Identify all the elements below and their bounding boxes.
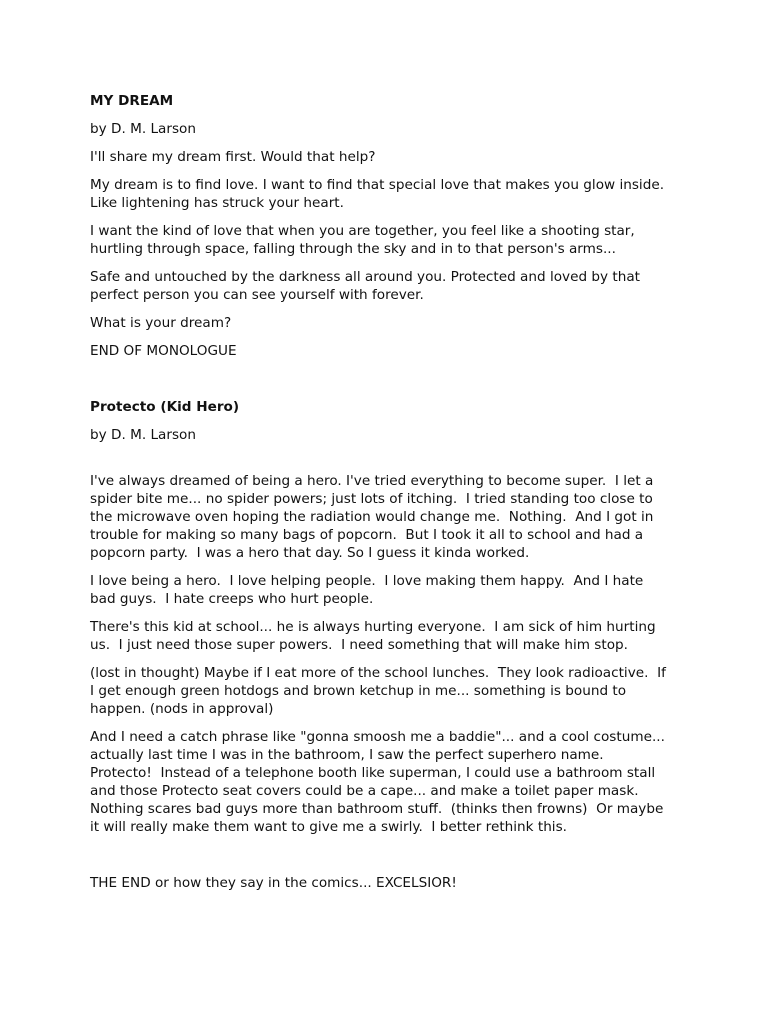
paragraph: My dream is to find love. I want to find that special love that makes you glow inside. Like lightening has struck your heart.	[90, 177, 665, 211]
the-end-line: THE END or how they say in the comics... EXCELSIOR!	[90, 875, 457, 891]
document-page	[90, 92, 690, 902]
paragraph: I'll share my dream first. Would that help?	[90, 149, 376, 165]
paragraph: (lost in thought) Maybe if I eat more of the school lunches. They look radioactive. If I get enough green hotdogs and brown ketchup in me... something is bound to happen. (nods in approval)	[90, 665, 666, 717]
spacer	[90, 454, 690, 472]
monologue-protecto	[90, 398, 690, 892]
author-line: by D. M. Larson	[90, 121, 196, 137]
author-line: by D. M. Larson	[90, 427, 196, 443]
monologue-title: MY DREAM	[90, 93, 174, 109]
paragraph: I love being a hero. I love helping people. I love making them happy. And I hate bad guys. I hate creeps who hurt people.	[90, 573, 644, 607]
paragraph: I want the kind of love that when you are together, you feel like a shooting star, hurtling through space, falling through the sky and in to that person's arms...	[90, 223, 635, 257]
paragraph: And I need a catch phrase like "gonna smoosh me a baddie"... and a cool costume... actually last time I was in the bathroom, I saw the perfect superhero name. Protecto! Instead of a telephone booth like superman, I could use a bathroom stall and those Protecto seat covers could be a cape... and make a toilet paper mask. Nothing scares bad guys more than bathroom stuff. (thinks then frowns) Or maybe it will really make them want to give me a swirly. I better rethink this.	[90, 729, 665, 835]
end-of-monologue: END OF MONOLOGUE	[90, 343, 237, 359]
monologue-title: Protecto (Kid Hero)	[90, 399, 240, 415]
paragraph: Safe and untouched by the darkness all around you. Protected and loved by that perfect person you can see yourself with forever.	[90, 269, 640, 303]
paragraph: I've always dreamed of being a hero. I've tried everything to become super. I let a spider bite me... no spider powers; just lots of itching. I tried standing too close to the microwave oven hoping the radiation would change me. Nothing. And I got in trouble for making so many bags of popcorn. But I took it all to school and had a popcorn party. I was a hero that day. So I guess it kinda worked.	[90, 473, 654, 561]
paragraph: What is your dream?	[90, 315, 232, 331]
paragraph: There's this kid at school... he is always hurting everyone. I am sick of him hurting us. I just need those super powers. I need something that will make him stop.	[90, 619, 656, 653]
spacer	[90, 846, 690, 874]
monologue-my-dream	[90, 92, 690, 360]
section-spacer	[90, 370, 690, 398]
